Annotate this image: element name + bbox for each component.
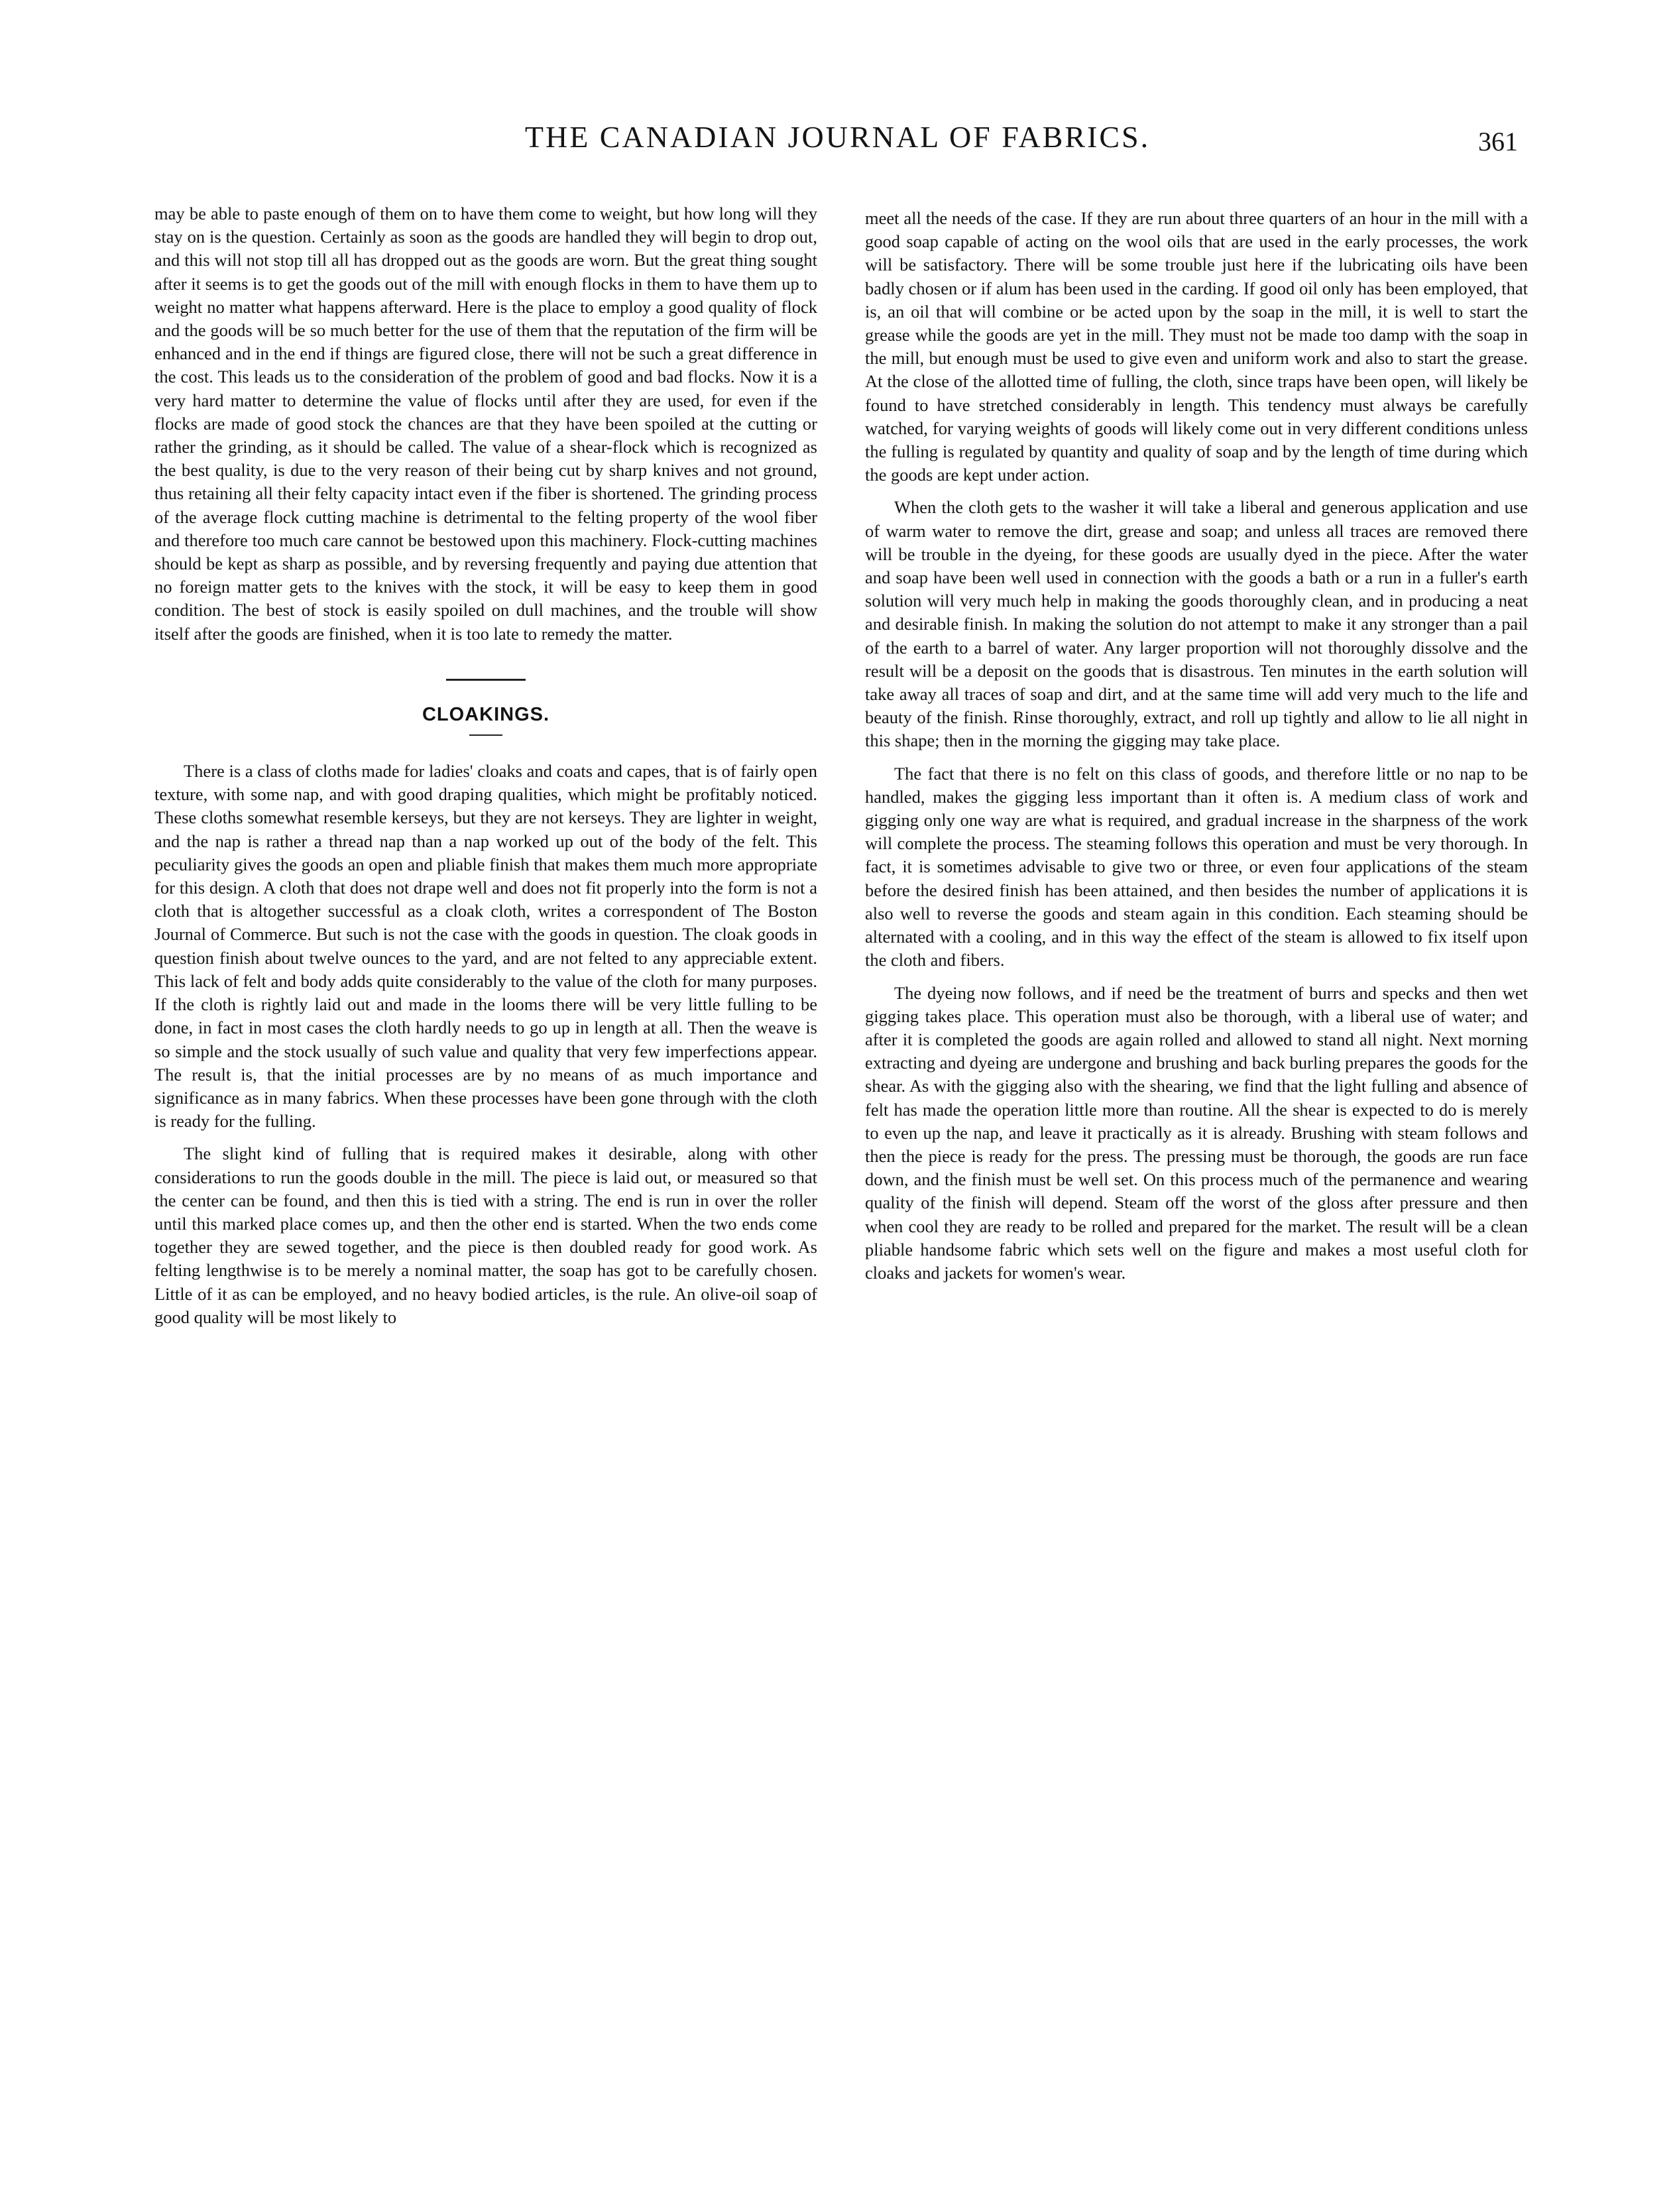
left-paragraph-3: The slight kind of fulling that is required makes it desirable, along with other considerations to run the goods double in the mill. The piece is laid out, or measured so that the center can be found, and then this is tied with a string. The end is run in over the roller until this marked place comes up, and then the other end is started. When the two ends come together they are sewed together, and the piece is then doubled ready for good work. As felting lengthwise is to be merely a nominal matter, the soap has got to be carefully chosen. Little of it as can be employed, and no heavy bodied articles, is the rule. An olive-oil soap of good quality will be most likely to: [154, 1143, 817, 1327]
section-divider-bottom: [469, 734, 502, 736]
left-paragraph-1: may be able to paste enough of them on to have them come to weight, but how long will they stay on is the question. Certainly as soon as the goods are handled they will begin to drop out, and this will not stop till all has dropped out as the goods are worn. But the great thing sought after it seems is to get the goods out of the mill with enough flocks in them to have them up to weight no matter what happens afterward. Here is the place to employ a good quality of flock and the goods will be so much better for the use of them that the reputation of the firm will be enhanced and in the end if things are figured close, there will not be such a great difference in the cost. This leads us to the consideration of the problem of good and bad flocks. Now it is a very hard matter to determine the value of flocks until after they are used, for even if the flocks are made of good stock the chances are that they have been spoiled at the cutting or rather the grinding, as it should be called. The value of a shear-flock which is recognized as the best quality, is due to the very reason of their being cut by sharp knives and not ground, thus retaining all their felty capacity intact even if the fiber is shortened. The grinding process of the average flock cutting machine is detrimental to the felting property of the wool fiber and therefore too much care cannot be bestowed upon this machinery. Flock-cutting machines should be kept as sharp as possible, and by reversing frequently and paying due attention that no foreign matter gets to the knives with the stock, it will be easy to keep them in good condition. The best of stock is easily spoiled on dull machines, and the trouble will show itself after the goods are finished, when it is too late to remedy the matter.: [154, 204, 817, 644]
right-paragraph-1: meet all the needs of the case. If they are run about three quarters of an hour in the mill with a good soap capable of acting on the wool oils that are used in the early processes, the work will be satisfactory. There will be some trouble just here if the lubricating oils have been badly chosen or if alum has been used in the carding. If good oil only has been employed, that is, an oil that will combine or be acted upon by the soap in the mill, it is well to start the grease while the goods are yet in the mill. They must not be made too damp with the soap in the mill, but enough must be used to give even and uniform work and also to start the grease. At the close of the allotted time of fulling, the cloth, since traps have been open, will likely be found to have stretched considerably in length. This tendency must always be carefully watched, for varying weights of goods will likely come out in very different conditions unless the fulling is regulated by quantity and quality of soap and by the length of time during which the goods are kept under action.: [865, 208, 1528, 485]
right-paragraph-4: The dyeing now follows, and if need be the treatment of burrs and specks and then wet gigging takes place. This operation must also be thorough, with a liberal use of water; and after it is completed the goods are again rolled and allowed to stand all night. Next morning extracting and dyeing are undergone and brushing and back burling prepares the goods for the shear. As with the gigging also with the shearing, we find that the light fulling and absence of felt has made the operation little more than routine. All the shear is expected to do is merely to even up the nap, and leave it practically as it is already. Brushing with steam follows and then the piece is ready for the press. The pressing must be thorough, the goods are run face down, and the finish must be well set. On this process much of the permanence and wearing quality of the finish will depend. Steam off the worst of the gloss after pressure and then when cool they are ready to be rolled and prepared for the market. The result will be a clean pliable handsome fabric which sets well on the figure and makes a most useful cloth for cloaks and jackets for women's wear.: [865, 982, 1528, 1283]
section-heading: CLOAKINGS.: [422, 703, 550, 725]
right-column: [865, 207, 1528, 1285]
right-paragraph-3: The fact that there is no felt on this class of goods, and therefore little or no nap to be handled, makes the gigging less important than it often is. A medium class of work and gigging only one way are what is required, and gradual increase in the sharpness of the work will complete the process. The steaming follows this operation and must be very thorough. In fact, it is sometimes advisable to give two or three, or even four applications of the steam before the desired finish has been attained, and then besides the number of applications it is also well to reverse the goods and steam again in this condition. Each steaming should be alternated with a cooling, and in this way the effect of the steam is allowed to fix itself upon the cloth and fibers.: [865, 763, 1528, 970]
left-paragraph-2: There is a class of cloths made for ladies' cloaks and coats and capes, that is of fairly open texture, with some nap, and with good draping qualities, which might be profitably noticed. These cloths somewhat resemble kerseys, but they are not kerseys. They are lighter in weight, and the nap is rather a thread nap than a nap worked up out of the body of the felt. This peculiarity gives the goods an open and pliable finish that makes them much more appropriate for this design. A cloth that does not drape well and does not fit properly into the form is not a cloth that is altogether successful as a cloak cloth, writes a correspondent of The Boston Journal of Commerce. But such is not the case with the goods in question. The cloak goods in question finish about twelve ounces to the yard, and are not felted to any appreciable extent. This lack of felt and body adds quite considerably to the value of the cloth for many purposes. If the cloth is rightly laid out and made in the looms there will be very little fulling to be done, in fact in most cases the cloth hardly needs to go up in length at all. Then the weave is so simple and the stock usually of such value and quality that very few imperfections appear. The result is, that the initial processes are by no means of as much importance and significance as in many fabrics. When these processes have been gone through with the cloth is ready for the fulling.: [154, 761, 817, 1132]
page-number: 361: [1478, 127, 1518, 156]
section-divider-top: [446, 679, 526, 681]
right-paragraph-2: When the cloth gets to the washer it will take a liberal and generous application and use of warm water to remove the dirt, grease and soap; and unless all traces are removed there will be trouble in the dyeing, for these goods are usually dyed in the piece. After the water and soap have been well used in connection with the goods a bath or a run in a fuller's earth solution will very much help in making the goods thoroughly clean, and in producing a neat and desirable finish. In making the solution do not attempt to make it any stronger than a pail of the earth to a barrel of water. Any larger proportion will not thoroughly dissolve and the result will be a deposit on the goods that is disastrous. Ten minutes in the earth solution will take away all traces of soap and dirt, and at the same time will add very much to the life and beauty of the finish. Rinse thoroughly, extract, and roll up tightly and allow to lie all night in this shape; then in the morning the gigging may take place.: [865, 497, 1528, 751]
journal-title: THE CANADIAN JOURNAL OF FABRICS.: [524, 120, 1151, 154]
left-column: [154, 202, 817, 1329]
